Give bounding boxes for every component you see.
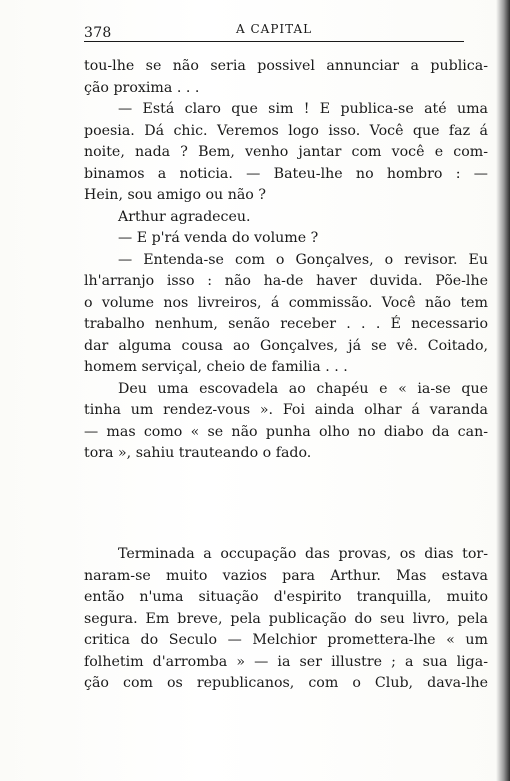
- text-line: tou-lhe se não seria possivel annunciar a publica-: [84, 58, 488, 74]
- text-line: ção com os republicanos, com o Club, dava-lhe: [84, 675, 488, 691]
- text-line: noite, nada ? Bem, venho jantar com você e com-: [84, 144, 488, 160]
- header-rule: [84, 41, 464, 42]
- running-head: A CAPITAL: [236, 22, 313, 36]
- text-line: — mas como « se não punha olho no diabo da can-: [84, 423, 488, 440]
- text-line: tora », sahiu trauteando o fado.: [84, 445, 312, 461]
- text-line: — E p'rá venda do volume ?: [118, 230, 319, 246]
- text-line: Deu uma escovadela ao chapéu e « ia-se que: [118, 380, 488, 397]
- text-line: poesia. Dá chic. Veremos logo isso. Você que faz á: [84, 122, 488, 139]
- text-block-new-section: [84, 544, 488, 695]
- text-line: folhetim d'arromba » — ia ser illustre ; a sua liga-: [84, 653, 488, 670]
- text-line: segura. Em breve, pela publicação do seu livro, pela: [84, 610, 488, 627]
- text-line: o volume nos livreiros, á commissão. Você não tem: [84, 294, 488, 311]
- text-line: binamos a noticia. — Bateu-lhe no hombro : —: [84, 165, 488, 182]
- text-line: Hein, sou amigo ou não ?: [84, 187, 266, 203]
- text-line: naram-se muito vazios para Arthur. Mas estava: [84, 567, 488, 584]
- text-line: Terminada a occupação das provas, os dias tor-: [118, 546, 488, 562]
- text-line: Arthur agradeceu.: [118, 208, 251, 225]
- text-line: dar alguma cousa ao Gonçalves, já se vê. Coitado,: [84, 337, 488, 354]
- text-line: trabalho nenhum, senão receber . . . É necessario: [84, 316, 488, 332]
- text-line: homem serviçal, cheio de familia . . .: [84, 359, 348, 375]
- text-line: critica do Seculo — Melchior promettera-lhe « um: [84, 632, 488, 648]
- text-line: então n'uma situação d'espirito tranquilla, muito: [84, 589, 488, 605]
- text-line: — Entenda-se com o Gonçalves, o revisor. Eu: [118, 251, 488, 268]
- text-line: tinha um rendez-vous ». Foi ainda olhar á varanda: [84, 402, 488, 418]
- text-line: — Está claro que sim ! E publica-se até uma: [118, 101, 488, 117]
- page-header: [84, 22, 464, 40]
- text-line: ção proxima . . .: [84, 79, 200, 96]
- text-line: lh'arranjo isso : não ha-de haver duvida. Põe-lhe: [84, 273, 488, 289]
- text-block-continuation: [84, 56, 488, 465]
- page-edge-shadow: [496, 0, 510, 781]
- page-number: 378: [84, 25, 112, 41]
